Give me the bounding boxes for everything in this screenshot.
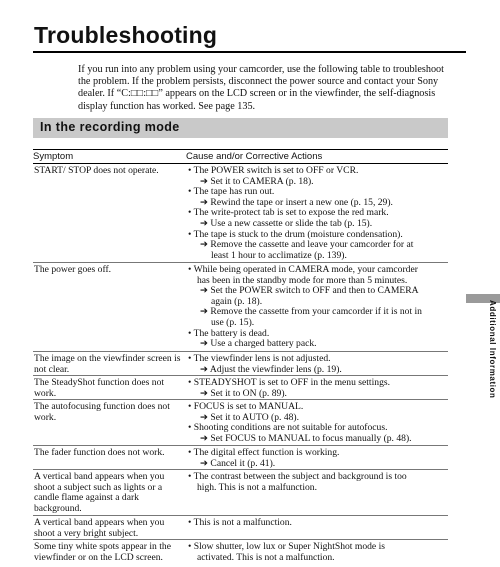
action-line: ➔ Remove the cassette and leave your camcorder for at: [200, 239, 414, 251]
side-tab-label: Additional Information: [488, 300, 497, 399]
table-header: [33, 151, 448, 163]
action-line: ➔ Cancel it (p. 41).: [200, 457, 276, 469]
cause-line: • The write-protect tab is set to expose the red mark.: [188, 207, 389, 219]
cause-cell: [186, 354, 448, 375]
action-line: ➔ Rewind the tape or insert a new one (p. 15, 29).: [200, 196, 393, 208]
cause-line-continued: high. This is not a malfunction.: [197, 481, 318, 493]
cause-cell: [186, 518, 448, 529]
action-line: ➔ Use a new cassette or slide the tab (p. 15).: [200, 217, 373, 229]
cause-line: • STEADYSHOT is set to OFF in the menu settings.: [188, 377, 390, 388]
cause-cell: [186, 378, 448, 399]
table-row: [33, 540, 448, 566]
cause-line: • The tape is stuck to the drum (moisture condensation).: [188, 228, 403, 240]
table-row: [33, 376, 448, 400]
symptom-cell: A vertical band appears when you shoot a subject such as lights or a candle flame against a dark background.: [34, 471, 165, 514]
cause-line: • The battery is dead.: [188, 327, 270, 339]
table-row: [33, 470, 448, 516]
cause-line: • This is not a malfunction.: [188, 517, 292, 528]
cause-cell: [186, 166, 448, 261]
cause-line: • The viewfinder lens is not adjusted.: [188, 353, 331, 364]
header-cause: Cause and/or Corrective Actions: [186, 151, 323, 162]
cause-line: • Shooting conditions are not suitable for autofocus.: [188, 422, 388, 434]
cause-cell: [186, 265, 448, 350]
action-line: ➔ Set it to CAMERA (p. 18).: [200, 175, 314, 187]
table-row: [33, 516, 448, 540]
action-line: ➔ Remove the cassette from your camcorder if it is not in: [200, 306, 422, 318]
symptom-cell: The power goes off.: [34, 264, 112, 275]
cause-line-continued: activated. This is not a malfunction.: [197, 551, 335, 563]
symptom-cell: Some tiny white spots appear in the viewfinder or on the LCD screen.: [34, 541, 171, 563]
cause-cell: [186, 542, 448, 563]
symptom-cell: The autofocusing function does not work.: [34, 401, 170, 423]
table-row: [33, 352, 448, 376]
symptom-cell: START/ STOP does not operate.: [34, 165, 159, 176]
action-line: ➔ Set the POWER switch to OFF and then to CAMERA: [200, 285, 419, 297]
cause-line-continued: has been in the standby mode for more than 5 minutes.: [197, 274, 408, 286]
cause-line: • The contrast between the subject and background is too: [188, 471, 407, 482]
action-line-continued: use (p. 15).: [211, 316, 255, 328]
action-line-continued: again (p. 18).: [211, 295, 263, 307]
action-line: ➔ Set it to AUTO (p. 48).: [200, 411, 300, 423]
table-row: [33, 446, 448, 470]
page-title: Troubleshooting: [34, 22, 218, 48]
cause-line: • Slow shutter, low lux or Super NightShot mode is: [188, 541, 385, 552]
section-title: In the recording mode: [40, 120, 180, 134]
section-header: [33, 118, 448, 138]
cause-cell: [186, 472, 448, 493]
action-line: ➔ Set it to ON (p. 89).: [200, 387, 287, 399]
cause-line: • FOCUS is set to MANUAL.: [188, 401, 304, 412]
cause-line: • The tape has run out.: [188, 186, 275, 198]
intro-paragraph: If you run into any problem using your camcorder, use the following table to troubleshoot the problem. If the problem persists, disconnect the power source and contact your Sony dealer. If “C:□□:□□” appears on the LCD screen or in the viewfinder, the self-diagnosis display function has worked. See page 135.: [78, 64, 444, 112]
action-line: ➔ Use a charged battery pack.: [200, 338, 317, 350]
table-row: [33, 164, 448, 263]
action-line: ➔ Adjust the viewfinder lens (p. 19).: [200, 363, 342, 375]
cause-line: • While being operated in CAMERA mode, your camcorder: [188, 264, 418, 275]
action-line: ➔ Set FOCUS to MANUAL to focus manually (p. 48).: [200, 432, 412, 444]
action-line-continued: least 1 hour to acclimatize (p. 139).: [211, 249, 347, 261]
header-symptom: Symptom: [33, 151, 74, 162]
cause-line: • The digital effect function is working.: [188, 447, 340, 458]
cause-line: • The POWER switch is set to OFF or VCR.: [188, 165, 359, 176]
symptom-cell: The image on the viewfinder screen is not clear.: [34, 353, 181, 375]
symptom-cell: The SteadyShot function does not work.: [34, 377, 165, 399]
table-row: [33, 263, 448, 352]
cause-cell: [186, 448, 448, 469]
symptom-cell: The fader function does not work.: [34, 447, 165, 458]
symptom-cell: A vertical band appears when you shoot a very bright subject.: [34, 517, 165, 539]
title-underline: [33, 51, 466, 53]
table-row: [33, 400, 448, 446]
table-top-rule: [33, 149, 448, 150]
cause-cell: [186, 402, 448, 444]
